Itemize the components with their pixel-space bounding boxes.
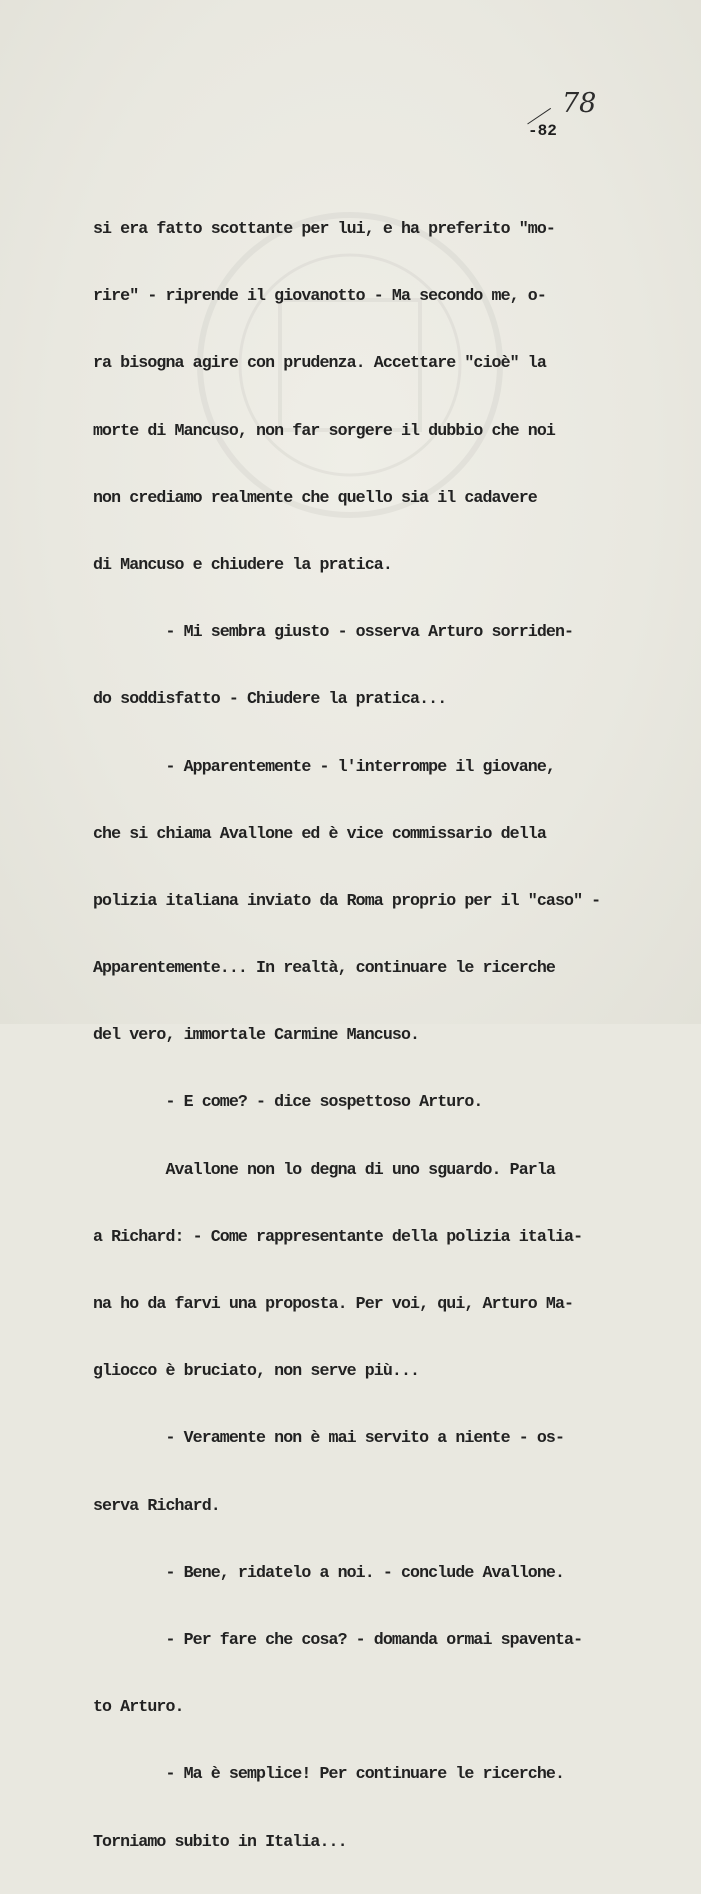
text-line: - Bene, ridatelo a noi. - conclude Avallone.	[93, 1562, 565, 1582]
text-line: - Per fare che cosa? - domanda ormai spaventa-	[93, 1629, 583, 1649]
text-line: Apparentemente... In realtà, continuare le ricerche	[93, 958, 555, 978]
text-line: del vero, immortale Carmine Mancuso.	[93, 1025, 420, 1045]
text-line: si era fatto scottante per lui, e ha preferito "mo-	[93, 219, 555, 238]
text-line: - Apparentemente - l'interrompe il giovane,	[93, 756, 555, 776]
text-line: morte di Mancuso, non far sorgere il dubbio che noi	[93, 420, 555, 440]
text-line: to Arturo.	[93, 1697, 184, 1717]
typewritten-body	[93, 176, 600, 1894]
text-line: rire" - riprende il giovanotto - Ma secondo me, o-	[93, 286, 546, 306]
text-line: Torniamo subito in Italia...	[93, 1831, 347, 1851]
text-line: che si chiama Avallone ed è vice commissario della	[93, 823, 546, 843]
text-line: na ho da farvi una proposta. Per voi, qui, Arturo Ma-	[93, 1294, 574, 1313]
text-line: do soddisfatto - Chiudere la pratica...	[93, 689, 447, 709]
text-line: non crediamo realmente che quello sia il cadavere	[93, 487, 537, 507]
text-line: serva Richard.	[93, 1495, 220, 1515]
page-number	[528, 88, 618, 148]
text-line: ra bisogna agire con prudenza. Accettare "cioè" la	[93, 353, 546, 373]
text-line: a Richard: - Come rappresentante della polizia italia-	[93, 1226, 583, 1246]
text-line: - E come? - dice sospettoso Arturo.	[93, 1092, 483, 1112]
text-line: - Veramente non è mai servito a niente - os-	[93, 1428, 565, 1448]
text-line: polizia italiana inviato da Roma proprio per il "caso" -	[93, 890, 601, 910]
text-line: gliocco è bruciato, non serve più...	[93, 1361, 420, 1381]
text-line: - Ma è semplice! Per continuare le ricerche.	[93, 1764, 565, 1784]
typed-page-number: -82	[528, 122, 557, 140]
text-line: - Mi sembra giusto - osserva Arturo sorriden-	[93, 622, 574, 642]
text-line: Avallone non lo degna di uno sguardo. Parla	[93, 1159, 555, 1179]
handwritten-page-number: 78	[562, 88, 597, 119]
text-line: di Mancuso e chiudere la pratica.	[93, 554, 392, 574]
